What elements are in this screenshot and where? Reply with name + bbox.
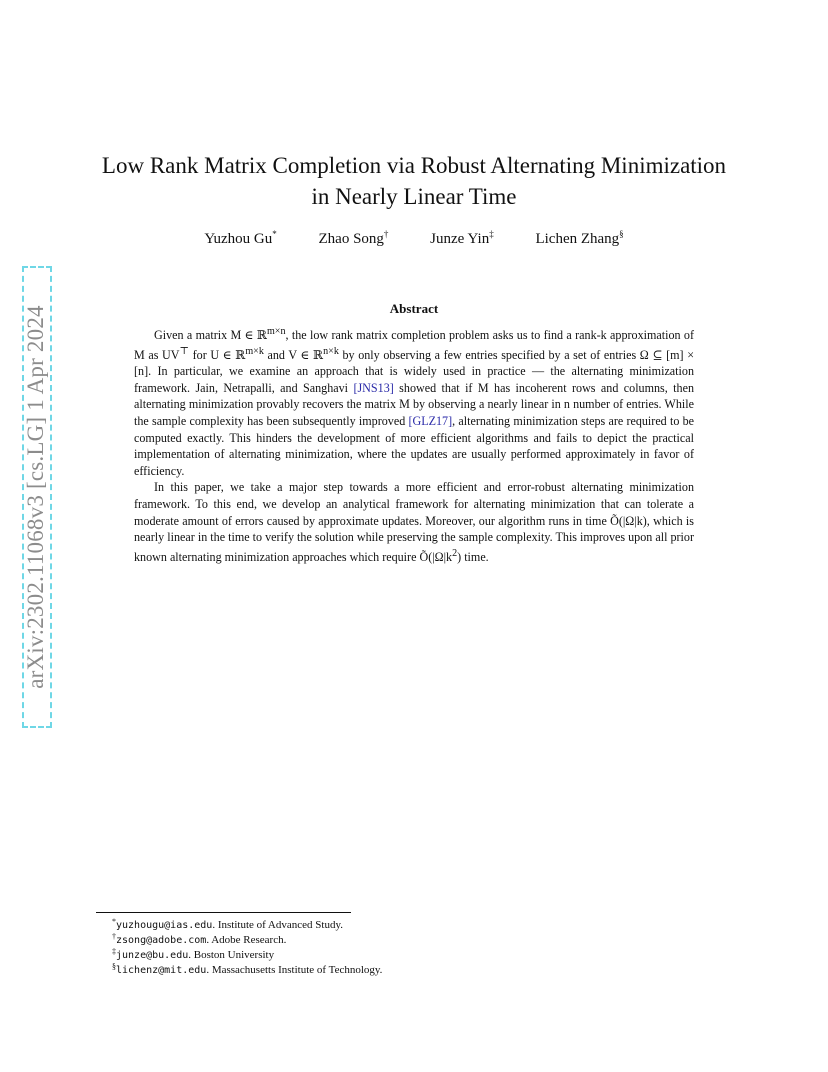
abstract-paragraph-1: Given a matrix M ∈ ℝ$^{m\times n}$, the low rank matrix completion problem asks us to find a rank-k approximation of M as UV⊤ for U ∈ ℝ$^{m\times k}$ and V ∈ ℝ$^{n\times k}$ by only observing a few entries specified by a set of entries Ω ⊆ [m] × [n]. In particular, we examine an approach that is widely used in practice — the alternating minimization framework. Jain, Netrapalli, and Sanghavi [JNS13] showed that if M has incoherent rows and columns, then alternating minimization provably recovers the matrix M by observing a nearly linear in n number of entries. While the sample complexity has been subsequently improved [GLZ17], alternating minimization steps are required to be computed exactly. This hinders the development of more efficient algorithms and fails to depict the practical implementation of alternating minimization, where the updates are usually performed approximately in favor of efficiency. xyxy=(134,326,695,478)
footnote-rule xyxy=(96,912,351,913)
author-1: Yuzhou Gu* xyxy=(204,229,277,247)
author-4: Lichen Zhang§ xyxy=(535,229,624,247)
author-2: Zhao Song† xyxy=(318,229,389,247)
citation-jns13[interactable]: [JNS13] xyxy=(353,380,394,395)
footnote-4: §lichenz@mit.edu. Massachusetts Institute of Technology. xyxy=(112,962,383,976)
email-link[interactable]: junze@bu.edu xyxy=(116,950,189,961)
footnote-1: *yuzhougu@ias.edu. Institute of Advanced Study. xyxy=(112,917,343,931)
footnotes xyxy=(112,918,712,978)
title-line-2: in Nearly Linear Time xyxy=(311,184,517,209)
paper-title xyxy=(0,150,828,212)
abstract-heading: Abstract xyxy=(389,301,439,316)
email-link[interactable]: zsong@adobe.com xyxy=(116,935,207,946)
title-line-1: Low Rank Matrix Completion via Robust Alternating Minimization xyxy=(101,153,727,178)
email-link[interactable]: yuzhougu@ias.edu xyxy=(116,920,213,931)
abstract-paragraph-2: In this paper, we take a major step towards a more efficient and error-robust alternating minimization framework. To this end, we develop an analytical framework for alternating minimization that can tolerate a moderate amount of errors caused by approximate updates. Moreover, our algorithm runs in time Õ(|Ω|k), which is nearly linear in the time to verify the solution while preserving the sample complexity. This improves upon all prior known alternating minimization approaches which require $Õ(|\Omega|k^2)$ time. xyxy=(134,480,694,564)
email-link[interactable]: lichenz@mit.edu xyxy=(116,965,207,976)
citation-glz17[interactable]: [GLZ17] xyxy=(408,414,453,429)
abstract-body xyxy=(134,324,694,565)
arxiv-identifier: arXiv:2302.11068v3 [cs.LG] 1 Apr 2024 xyxy=(23,305,48,689)
footnote-2: †zsong@adobe.com. Adobe Research. xyxy=(112,932,287,946)
author-list xyxy=(0,229,828,248)
footnote-3: ‡junze@bu.edu. Boston University xyxy=(112,947,275,961)
author-3: Junze Yin‡ xyxy=(430,229,494,247)
